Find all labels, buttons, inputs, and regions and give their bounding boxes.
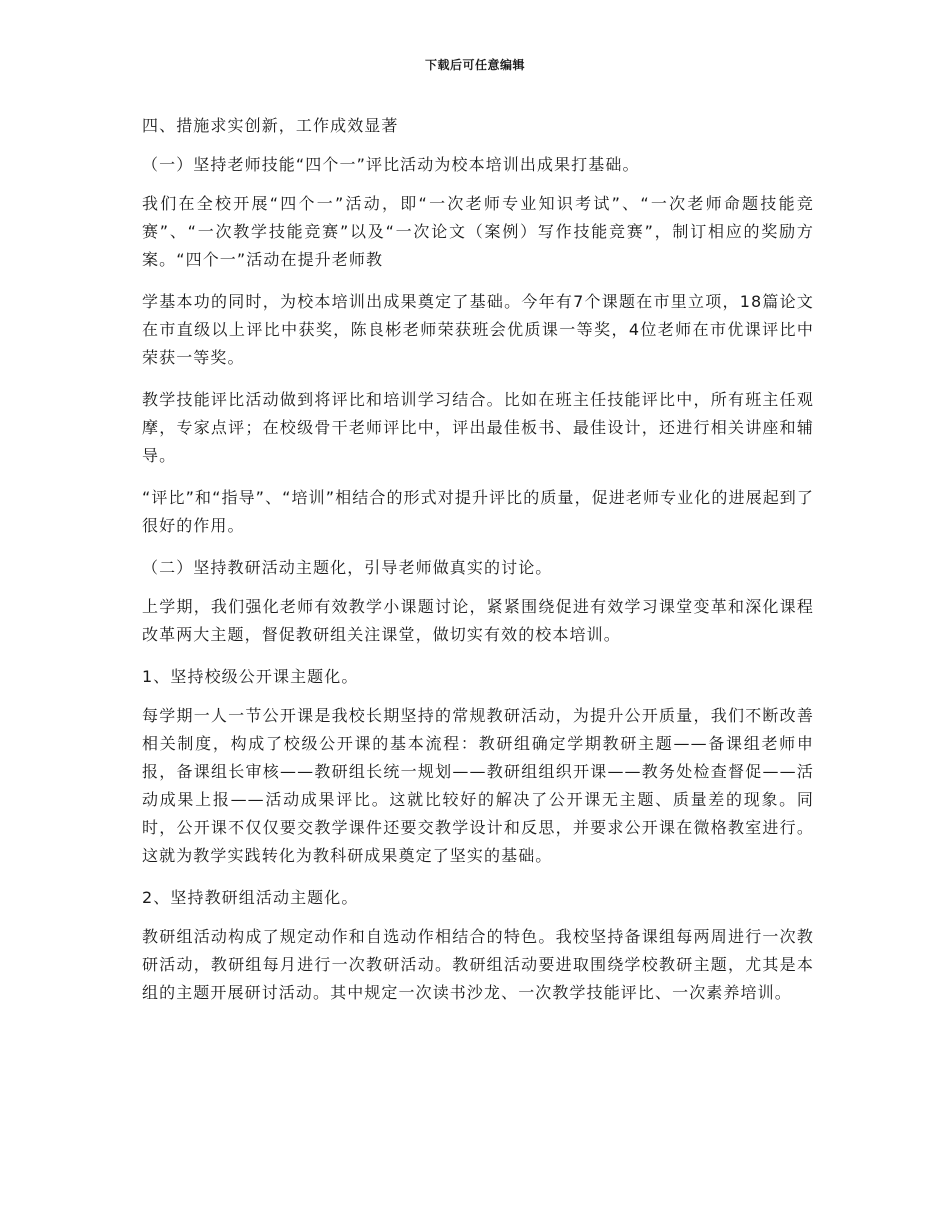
subsection-heading: （一）坚持老师技能“四个一”评比活动为校本培训出成果打基础。 — [142, 155, 640, 174]
section-heading: 四、措施求实创新，工作成效显著 — [142, 116, 399, 135]
body-paragraph: 每学期一人一节公开课是我校长期坚持的常规教研活动，为提升公开质量，我们不断改善相关制度，构成了校级公开课的基本流程：教研组确定学期教研主题——备课组老师申报，备课组长审核——教研组长统一规划——教研组组织开课——教务处检查督促——活动成果上报——活动成果评比。这就比较好的解决了公开课无主题、质量差的现象。同时，公开课不仅仅要交教学课件还要交教学设计和反思，并要求公开课在微格教室进行。这就为教学实践转化为教科研成果奠定了坚实的基础。 — [142, 706, 814, 865]
page-header: 下载后可任意编辑 — [424, 58, 525, 72]
numbered-heading: 2、坚持教研组活动主题化。 — [142, 888, 359, 907]
body-paragraph: 教研组活动构成了规定动作和自选动作相结合的特色。我校坚持备课组每两周进行一次教研活动，教研组每月进行一次教研活动。教研组活动要进取围绕学校教研主题，尤其是本组的主题开展研讨活动。其中规定一次读书沙龙、一次教学技能评比、一次素养培训。 — [142, 927, 814, 1002]
subsection-heading: （二）坚持教研活动主题化，引导老师做真实的讨论。 — [142, 558, 553, 577]
body-paragraph: “评比”和“指导”、“培训”相结合的形式对提升评比的质量，促进老师专业化的进展起到了很好的作用。 — [142, 488, 814, 535]
body-paragraph: 教学技能评比活动做到将评比和培训学习结合。比如在班主任技能评比中，所有班主任观摩，专家点评；在校级骨干老师评比中，评出最佳板书、最佳设计，还进行相关讲座和辅导。 — [142, 390, 814, 465]
document-body — [142, 112, 814, 1021]
body-paragraph: 上学期，我们强化老师有效教学小课题讨论，紧紧围绕促进有效学习课堂变革和深化课程改革两大主题，督促教研组关注课堂，做切实有效的校本培训。 — [142, 597, 814, 644]
body-paragraph: 学基本功的同时，为校本培训出成果奠定了基础。今年有7个课题在市里立项，18篇论文在市直级以上评比中获奖，陈良彬老师荣获班会优质课一等奖，4位老师在市优课评比中荣获一等奖。 — [142, 292, 814, 367]
numbered-heading: 1、坚持校级公开课主题化。 — [142, 667, 359, 686]
body-paragraph: 我们在全校开展“四个一”活动，即“一次老师专业知识考试”、“一次老师命题技能竞赛”、“一次教学技能竞赛”以及“一次论文（案例）写作技能竞赛”，制订相应的奖励方案。“四个一”活动在提升老师教 — [142, 194, 814, 269]
